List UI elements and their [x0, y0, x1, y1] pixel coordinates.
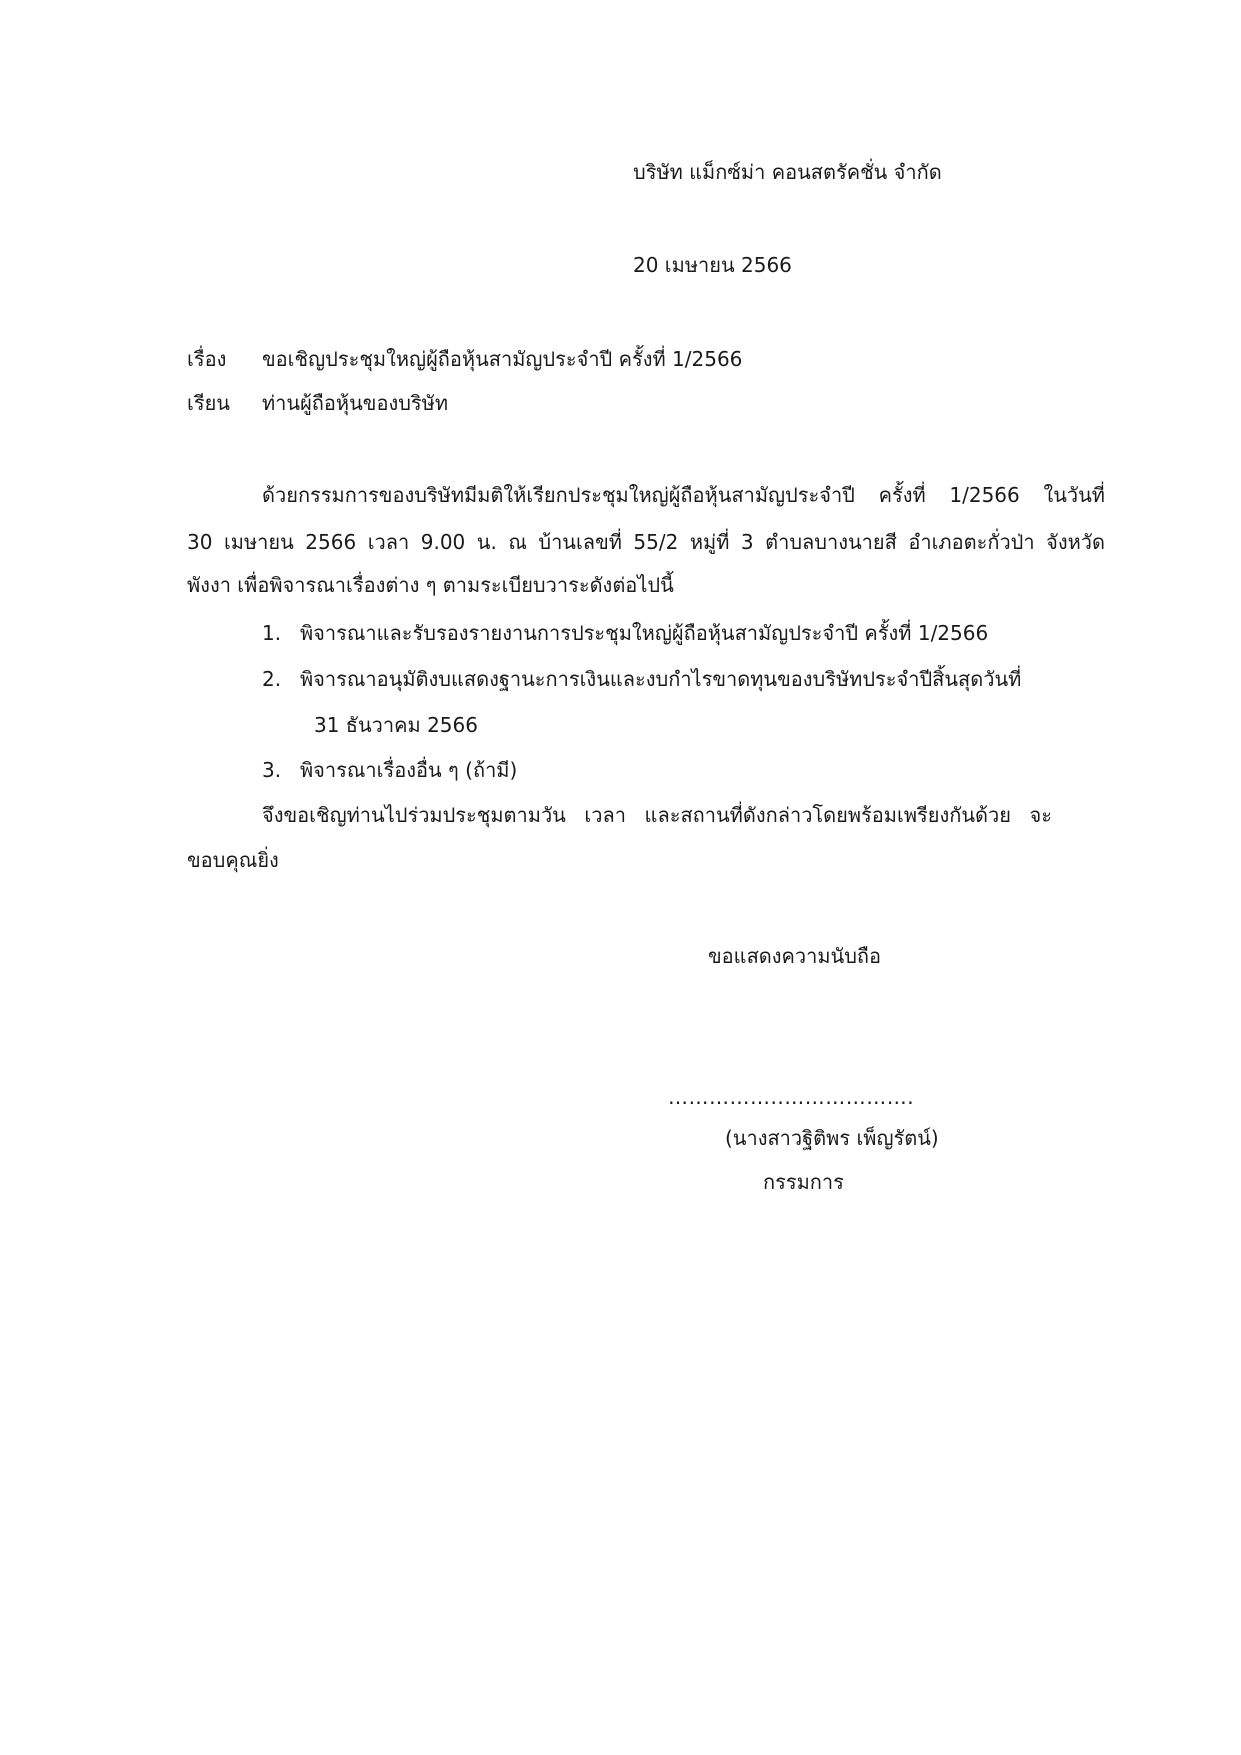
company-name: บริษัท แม็กซ์ม่า คอนสตรัคชั่น จำกัด	[633, 160, 942, 184]
agenda-item-text: พิจารณาอนุมัติงบแสดงฐานะการเงินและงบกำไรขาดทุนของบริษัทประจำปีสิ้นสุดวันที่	[300, 667, 1022, 691]
paragraph1-line: ด้วยกรรมการของบริษัทมีมติให้เรียกประชุมใหญ่ผู้ถือหุ้นสามัญประจำปี ครั้งที่ 1/2566 ในวันที่	[262, 483, 1105, 507]
agenda-item-continuation: 31 ธันวาคม 2566	[314, 713, 478, 737]
recipient-text: ท่านผู้ถือหุ้นของบริษัท	[262, 391, 449, 415]
closing-salutation: ขอแสดงความนับถือ	[708, 944, 882, 968]
paragraph2-line: ขอบคุณยิ่ง	[187, 848, 279, 872]
paragraph1-line: 30 เมษายน 2566 เวลา 9.00 น. ณ บ้านเลขที่ 55/2 หมู่ที่ 3 ตำบลบางนายสี อำเภอตะกั่วป่า จังหวัด	[187, 530, 1105, 554]
agenda-item-text: พิจารณาเรื่องอื่น ๆ (ถ้ามี)	[300, 758, 518, 782]
paragraph2-line: จึงขอเชิญท่านไปร่วมประชุมตามวัน เวลา และสถานที่ดังกล่าวโดยพร้อมเพรียงกันด้วย จะ	[262, 803, 1052, 827]
subject-label: เรื่อง	[187, 347, 227, 371]
agenda-item-number: 2.	[262, 667, 282, 691]
agenda-item-number: 3.	[262, 758, 282, 782]
recipient-label: เรียน	[187, 391, 230, 415]
signatory-title: กรรมการ	[763, 1170, 844, 1194]
signature-line: ……………..……………….	[668, 1085, 915, 1109]
signatory-name: (นางสาวฐิติพร เพ็ญรัตน์)	[725, 1126, 939, 1150]
subject-text: ขอเชิญประชุมใหญ่ผู้ถือหุ้นสามัญประจำปี ครั้งที่ 1/2566	[262, 347, 743, 371]
letter-date: 20 เมษายน 2566	[633, 253, 792, 277]
agenda-item-text: พิจารณาและรับรองรายงานการประชุมใหญ่ผู้ถือหุ้นสามัญประจำปี ครั้งที่ 1/2566	[300, 621, 989, 645]
paragraph1-line: พังงา เพื่อพิจารณาเรื่องต่าง ๆ ตามระเบียบวาระดังต่อไปนี้	[187, 573, 674, 597]
agenda-item-number: 1.	[262, 621, 282, 645]
